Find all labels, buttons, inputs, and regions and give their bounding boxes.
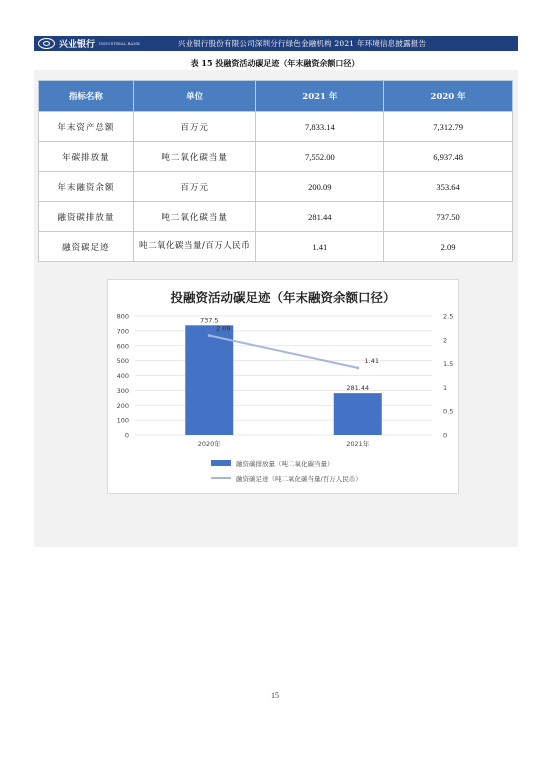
table-cell: 7,312.79 (384, 112, 513, 142)
y2-tick-label: 2.5 (443, 312, 454, 321)
table-caption: 表 15 投融资活动碳足迹（年末融资余额口径） (190, 58, 360, 68)
table-cell: 353.64 (384, 172, 513, 202)
y-tick-label: 500 (116, 357, 129, 366)
legend-label: 融资碳排放量（吨二氧化碳当量） (236, 460, 334, 468)
table-cell: 年末融资余额 (39, 172, 134, 202)
report-title: 兴业银行股份有限公司深圳分行绿色金融机构 2021 年环境信息披露报告 (177, 39, 427, 48)
report-header (34, 36, 518, 51)
bank-logo (38, 37, 140, 50)
y2-tick-label: 1.5 (443, 360, 454, 369)
column-header: 指标名称 (39, 81, 134, 112)
table-cell: 7,552.00 (256, 142, 384, 172)
table-cell: 百万元 (133, 172, 256, 202)
table-cell: 7,833.14 (256, 112, 384, 142)
table-cell: 融资碳足迹 (39, 232, 134, 262)
table-cell: 737.50 (384, 202, 513, 232)
table-row (39, 172, 513, 202)
table-cell: 2.09 (384, 232, 513, 262)
table-cell: 1.41 (256, 232, 384, 262)
table-row (39, 142, 513, 172)
column-header: 单位 (133, 81, 256, 112)
x-tick-label: 2021年 (346, 440, 370, 448)
bank-logo-icon (38, 38, 55, 49)
x-tick-label: 2020年 (197, 440, 221, 448)
chart-container (107, 279, 459, 494)
table-cell: 吨二氧化碳当量 (133, 202, 256, 232)
table-cell: 200.09 (256, 172, 384, 202)
line-data-label: 2.09 (216, 324, 231, 333)
bar (185, 325, 233, 435)
table-cell: 年碳排放量 (39, 142, 134, 172)
y-tick-label: 300 (116, 386, 129, 395)
table-header-row (39, 81, 513, 112)
bar (334, 393, 382, 435)
logo-text: 兴业银行 (59, 40, 96, 50)
carbon-footprint-table (38, 80, 513, 262)
table-cell: 吨二氧化碳当量 (133, 142, 256, 172)
y-tick-label: 700 (116, 327, 129, 336)
combo-chart (108, 280, 458, 493)
table-cell: 6,937.48 (384, 142, 513, 172)
y-tick-label: 800 (116, 312, 129, 321)
line-data-label: 1.41 (364, 356, 379, 365)
table-row (39, 112, 513, 142)
legend-swatch-bar (211, 460, 231, 466)
y2-tick-label: 1 (443, 383, 448, 392)
line-point (208, 334, 211, 337)
y-tick-label: 400 (116, 372, 129, 380)
table-row (39, 202, 513, 232)
y2-tick-label: 0 (443, 431, 448, 440)
bar-data-label: 737.5 (199, 316, 219, 325)
chart-title: 投融资活动碳足迹（年末融资余额口径） (170, 290, 396, 305)
table-cell: 年末资产总额 (39, 112, 134, 142)
table-row (39, 232, 513, 262)
bar-data-label: 281.44 (346, 384, 370, 393)
table-cell: 281.44 (256, 202, 384, 232)
page-number: 15 (271, 691, 279, 700)
column-header: 2020 年 (384, 81, 513, 112)
y2-tick-label: 0.5 (443, 407, 454, 416)
logo-subtext: INDUSTRIAL BANK (99, 41, 140, 46)
column-header: 2021 年 (256, 81, 384, 112)
y-tick-label: 0 (124, 431, 129, 440)
legend-label: 融资碳足迹（吨二氧化碳当量/百万人民币） (236, 475, 362, 483)
line-point (356, 366, 359, 369)
table-cell: 融资碳排放量 (39, 202, 134, 232)
table-cell: 吨二氧化碳当量/百万人民币 (133, 232, 256, 262)
y2-tick-label: 2 (443, 336, 448, 345)
y-tick-label: 100 (116, 416, 129, 425)
y-tick-label: 600 (116, 342, 129, 351)
table-cell: 百万元 (133, 112, 256, 142)
y-tick-label: 200 (116, 401, 129, 410)
